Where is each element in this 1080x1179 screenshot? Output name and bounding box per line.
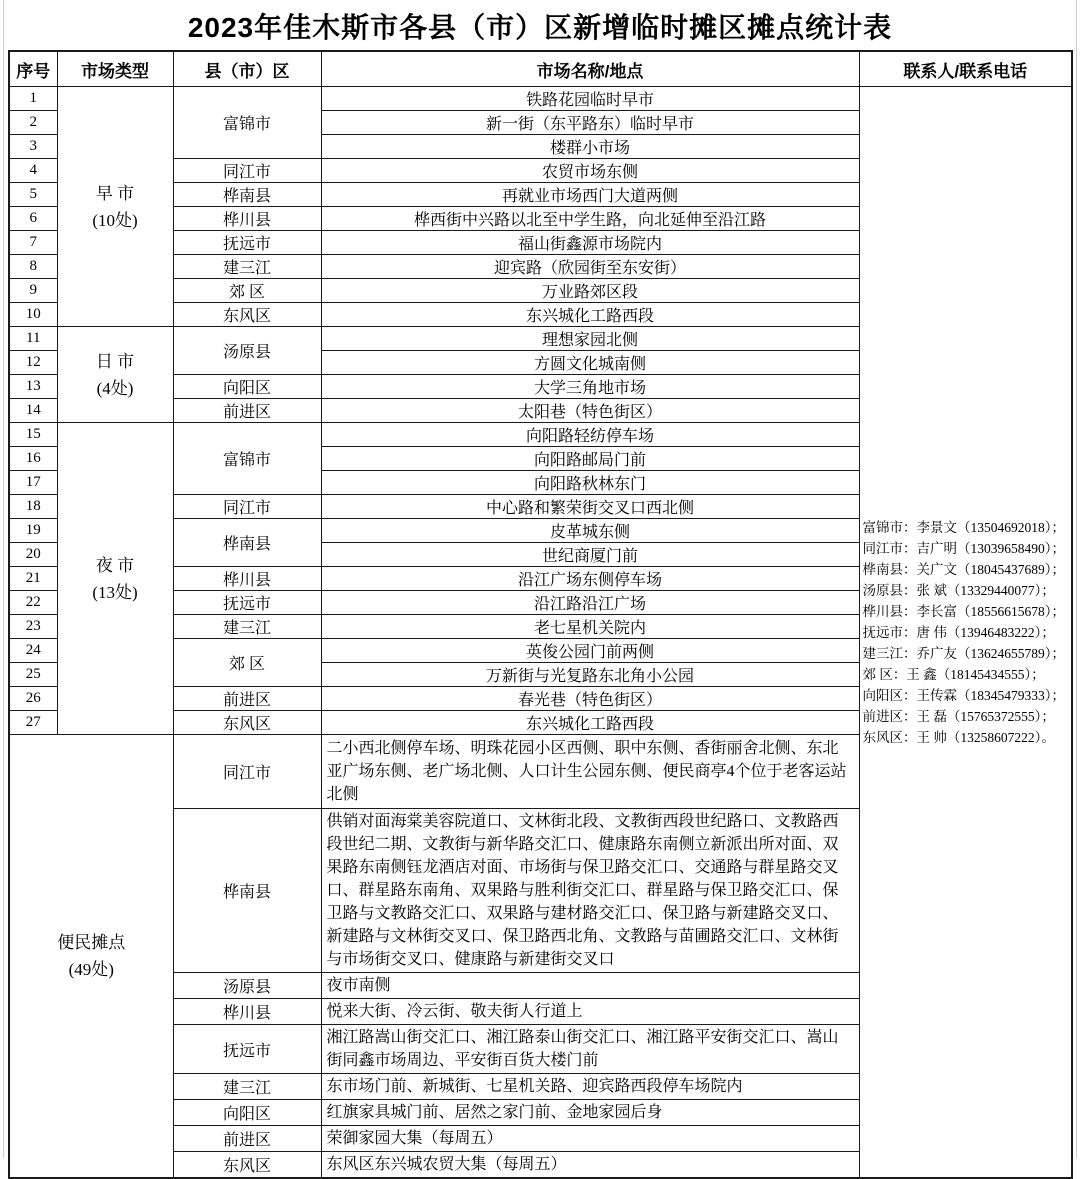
page-edge-artifact-right — [1076, 0, 1077, 1158]
serial-cell: 15 — [9, 423, 57, 447]
header-district: 县（市）区 — [173, 51, 321, 87]
district-cell: 抚远市 — [173, 231, 321, 255]
market-type-count: (4处) — [96, 378, 134, 398]
location-cell: 大学三角地市场 — [321, 375, 859, 399]
page-edge-artifact-left — [3, 0, 4, 1158]
serial-cell: 11 — [9, 327, 57, 351]
location-cell: 沿江路沿江广场 — [321, 591, 859, 615]
location-cell: 方圆文化城南侧 — [321, 351, 859, 375]
market-type-count: (49处) — [68, 960, 114, 979]
location-cell: 老七星机关院内 — [321, 615, 859, 639]
district-cell: 东风区 — [173, 1152, 321, 1179]
location-cell: 楼群小市场 — [321, 135, 859, 159]
location-cell: 东兴城化工路西段 — [321, 303, 859, 327]
district-cell: 桦南县 — [173, 809, 321, 973]
district-cell: 东风区 — [173, 303, 321, 327]
serial-cell: 17 — [9, 471, 57, 495]
location-cell: 皮革城东侧 — [321, 519, 859, 543]
district-cell: 富锦市 — [173, 87, 321, 159]
location-cell: 理想家园北侧 — [321, 327, 859, 351]
serial-cell: 7 — [9, 231, 57, 255]
serial-cell: 6 — [9, 207, 57, 231]
table-row — [9, 87, 1072, 111]
serial-cell: 9 — [9, 279, 57, 303]
market-type-label: 便民摊点 — [57, 933, 126, 952]
location-cell: 万新街与光复路东北角小公园 — [321, 663, 859, 687]
location-cell: 太阳巷（特色街区） — [321, 399, 859, 423]
location-cell: 沿江广场东侧停车场 — [321, 567, 859, 591]
stall-statistics-table — [8, 50, 1073, 1179]
location-cell: 东市场门前、新城街、七星机关路、迎宾路西段停车场院内 — [321, 1074, 859, 1100]
serial-cell: 4 — [9, 159, 57, 183]
location-cell: 农贸市场东侧 — [321, 159, 859, 183]
location-cell: 铁路花园临时早市 — [321, 87, 859, 111]
market-type-label: 早 市 — [95, 183, 135, 203]
serial-cell: 12 — [9, 351, 57, 375]
location-cell: 向阳路秋林东门 — [321, 471, 859, 495]
contact-line: 建三江：乔广友（13624655789）； — [862, 645, 1065, 661]
serial-cell: 13 — [9, 375, 57, 399]
location-cell: 二小西北侧停车场、明珠花园小区西侧、职中东侧、香街丽舍北侧、东北亚广场东侧、老广场北侧、人口计生公园东侧、便民商亭4个位于老客运站北侧 — [321, 735, 859, 809]
serial-cell: 3 — [9, 135, 57, 159]
serial-cell: 21 — [9, 567, 57, 591]
serial-cell: 16 — [9, 447, 57, 471]
serial-cell: 20 — [9, 543, 57, 567]
district-cell: 前进区 — [173, 399, 321, 423]
market-type-cell-convenience — [9, 735, 173, 1179]
serial-cell: 14 — [9, 399, 57, 423]
location-cell: 世纪商厦门前 — [321, 543, 859, 567]
district-cell: 同江市 — [173, 159, 321, 183]
serial-cell: 24 — [9, 639, 57, 663]
district-cell: 前进区 — [173, 687, 321, 711]
location-cell: 春光巷（特色街区） — [321, 687, 859, 711]
serial-cell: 22 — [9, 591, 57, 615]
location-cell: 湘江路嵩山街交汇口、湘江路泰山街交汇口、湘江路平安街交汇口、嵩山街同鑫市场周边、平安街百货大楼门前 — [321, 1025, 859, 1074]
serial-cell: 2 — [9, 111, 57, 135]
serial-cell: 8 — [9, 255, 57, 279]
header-market-type: 市场类型 — [57, 51, 173, 87]
contact-line: 东风区：王 帅（13258607222）。 — [862, 729, 1055, 745]
location-cell: 福山街鑫源市场院内 — [321, 231, 859, 255]
district-cell: 建三江 — [173, 615, 321, 639]
location-cell: 悦来大街、冷云街、敬夫街人行道上 — [321, 999, 859, 1025]
market-type-cell-morning — [57, 87, 173, 327]
market-type-count: (13处) — [92, 582, 138, 602]
serial-cell: 23 — [9, 615, 57, 639]
district-cell: 向阳区 — [173, 1100, 321, 1126]
district-cell: 汤原县 — [173, 973, 321, 999]
serial-cell: 19 — [9, 519, 57, 543]
contact-line: 桦南县：关广文（18045437689）； — [862, 561, 1065, 577]
market-type-cell-night — [57, 423, 173, 735]
location-cell: 供销对面海棠美容院道口、文林街北段、文教街西段世纪路口、文教路西段世纪二期、文教街与新华路交汇口、健康路东南侧立新派出所对面、双果路东南侧钰龙酒店对面、市场街与保卫路交汇口、交通路与群星路交叉口、群星路东南角、双果路与胜利街交汇口、群星路与保卫路交汇口、保卫路与文教路交汇口、双果路与建材路交汇口、保卫路与新建路交叉口、新建路与文林街交叉口、保卫路西北角、文教路与苗圃路交汇口、文林街与市场街交叉口、健康路与新建街交叉口 — [321, 809, 859, 973]
contact-line: 郊 区：王 鑫（18145434555）； — [862, 666, 1045, 682]
district-cell: 同江市 — [173, 495, 321, 519]
serial-cell: 10 — [9, 303, 57, 327]
header-contact: 联系人/联系电话 — [859, 51, 1072, 87]
location-cell: 红旗家具城门前、居然之家门前、金地家园后身 — [321, 1100, 859, 1126]
location-cell: 向阳路邮局门前 — [321, 447, 859, 471]
district-cell: 东风区 — [173, 711, 321, 735]
location-cell: 万业路郊区段 — [321, 279, 859, 303]
location-cell: 夜市南侧 — [321, 973, 859, 999]
district-cell: 郊 区 — [173, 279, 321, 303]
location-cell: 迎宾路（欣园街至东安街） — [321, 255, 859, 279]
serial-cell: 26 — [9, 687, 57, 711]
district-cell: 建三江 — [173, 255, 321, 279]
district-cell: 前进区 — [173, 1126, 321, 1152]
serial-cell: 25 — [9, 663, 57, 687]
market-type-label: 日 市 — [95, 351, 135, 371]
contact-line: 抚远市：唐 伟（13946483222）； — [862, 624, 1055, 640]
district-cell: 同江市 — [173, 735, 321, 809]
location-cell: 荣御家园大集（每周五） — [321, 1126, 859, 1152]
district-cell: 桦南县 — [173, 519, 321, 567]
contact-line: 富锦市：李景文（13504692018）； — [862, 519, 1065, 535]
market-type-label: 夜 市 — [95, 555, 135, 575]
district-cell: 汤原县 — [173, 327, 321, 375]
table-header-row — [9, 51, 1072, 87]
serial-cell: 1 — [9, 87, 57, 111]
location-cell: 中心路和繁荣街交叉口西北侧 — [321, 495, 859, 519]
serial-cell: 18 — [9, 495, 57, 519]
contact-line: 向阳区：王传霖（18345479333）； — [862, 687, 1065, 703]
location-cell: 新一街（东平路东）临时早市 — [321, 111, 859, 135]
contact-line: 前进区：王 磊（15765372555）； — [862, 708, 1055, 724]
market-type-count: (10处) — [92, 210, 138, 230]
contact-line: 同江市：吉广明（13039658490）； — [862, 540, 1065, 556]
district-cell: 桦川县 — [173, 207, 321, 231]
district-cell: 抚远市 — [173, 1025, 321, 1074]
header-serial: 序号 — [9, 51, 57, 87]
district-cell: 建三江 — [173, 1074, 321, 1100]
contact-cell — [859, 87, 1072, 1179]
district-cell: 向阳区 — [173, 375, 321, 399]
district-cell: 郊 区 — [173, 639, 321, 687]
district-cell: 桦川县 — [173, 999, 321, 1025]
page-title: 2023年佳木斯市各县（市）区新增临时摊区摊点统计表 — [187, 12, 893, 43]
district-cell: 抚远市 — [173, 591, 321, 615]
district-cell: 桦川县 — [173, 567, 321, 591]
location-cell: 向阳路轻纺停车场 — [321, 423, 859, 447]
location-cell: 东兴城化工路西段 — [321, 711, 859, 735]
contact-line: 汤原县：张 斌（13329440077）； — [862, 582, 1055, 598]
district-cell: 富锦市 — [173, 423, 321, 495]
location-cell: 英俊公园门前两侧 — [321, 639, 859, 663]
location-cell: 桦西街中兴路以北至中学生路，向北延伸至沿江路 — [321, 207, 859, 231]
location-cell: 再就业市场西门大道两侧 — [321, 183, 859, 207]
market-type-cell-day — [57, 327, 173, 423]
serial-cell: 5 — [9, 183, 57, 207]
location-cell: 东风区东兴城农贸大集（每周五） — [321, 1152, 859, 1179]
serial-cell: 27 — [9, 711, 57, 735]
district-cell: 桦南县 — [173, 183, 321, 207]
header-market-name: 市场名称/地点 — [321, 51, 859, 87]
contact-line: 桦川县：李长富（18556615678）； — [862, 603, 1065, 619]
